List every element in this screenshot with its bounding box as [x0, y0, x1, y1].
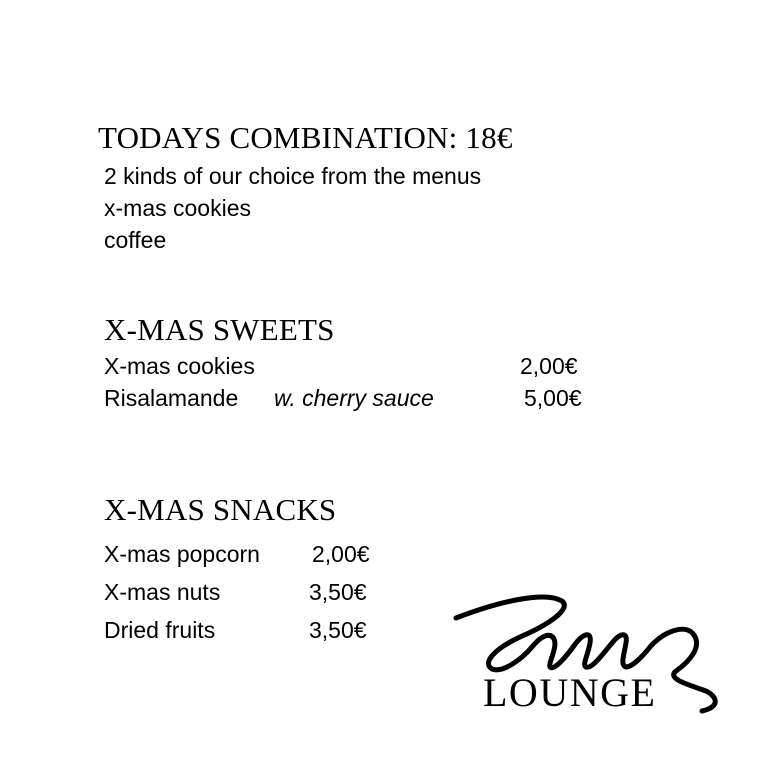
combination-line-1: 2 kinds of our choice from the menus [104, 163, 482, 189]
sweets-title: X-MAS SWEETS [104, 312, 335, 347]
snacks-item-name: X-mas nuts [104, 579, 221, 605]
snacks-item-name: Dried fruits [104, 617, 216, 643]
snacks-item-price: 3,50€ [309, 617, 367, 643]
snacks-item-name: X-mas popcorn [104, 541, 260, 567]
snacks-title: X-MAS SNACKS [104, 492, 337, 527]
combination-title: TODAYS COMBINATION: 18€ [98, 120, 513, 155]
combination-line-3: coffee [104, 227, 167, 253]
snacks-item-price: 3,50€ [309, 579, 367, 605]
sweets-item-price: 5,00€ [524, 385, 582, 411]
sweets-item-note: w. cherry sauce [274, 385, 434, 411]
logo-wordmark: LOUNGE [483, 670, 657, 715]
combination-line-2: x-mas cookies [104, 195, 251, 221]
sweets-item-price: 2,00€ [520, 353, 578, 379]
snacks-item-price: 2,00€ [312, 541, 370, 567]
sweets-item-name: Risalamande [104, 385, 239, 411]
sweets-item-name: X-mas cookies [104, 353, 255, 379]
